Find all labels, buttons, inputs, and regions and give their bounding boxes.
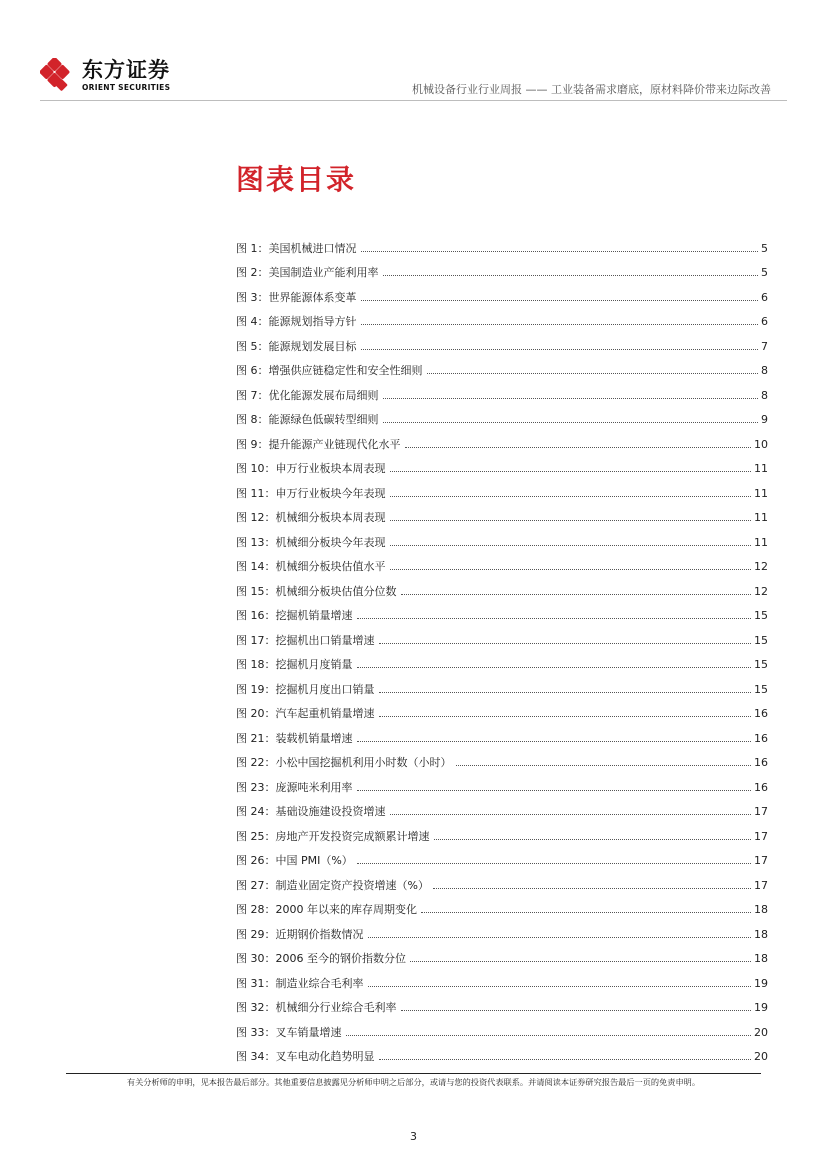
toc-entry-page: 20 [754,1025,768,1039]
toc-entry[interactable] [236,671,768,696]
toc-entry-leader [383,275,759,276]
toc-entry-leader [357,790,752,791]
brand-name-en: ORIENT SECURITIES [82,83,171,92]
toc-entry[interactable] [236,500,768,525]
toc-entry-label: 图 3：世界能源体系变革 [236,290,357,304]
toc-entry-label: 图 4：能源规划指导方针 [236,315,357,328]
toc-entry[interactable] [236,720,768,745]
toc-entry-label: 图 29：近期钢价指数情况 [236,927,364,941]
toc-entry-label: 图 1：美国机械进口情况 [236,241,357,255]
toc-entry-label: 图 21：装载机销量增速 [236,731,353,745]
toc-entry-leader [427,373,759,374]
toc-entry-page: 11 [754,535,768,549]
toc-entry-leader [401,1010,752,1011]
toc-entry-leader [361,300,759,301]
toc-entry-leader [368,937,752,938]
toc-entry-label: 图 33：叉车销量增速 [236,1025,342,1039]
toc-entry-leader [357,741,752,742]
toc-entry-leader [379,643,752,644]
toc-entry-label: 图 14：机械细分板块估值水平 [236,560,386,573]
toc-entry-leader [434,839,752,840]
toc-entry-leader [421,912,751,913]
toc-entry-label: 图 7：优化能源发展布局细则 [236,388,379,402]
toc-entry-page: 15 [754,682,768,696]
toc-entry-label: 图 18：挖掘机月度销量 [236,658,353,671]
toc-entry-page: 6 [761,315,768,328]
toc-entry[interactable] [236,1039,768,1064]
toc-entry-leader [390,814,752,815]
toc-entry[interactable] [236,965,768,990]
toc-entry-label: 图 25：房地产开发投资完成额累计增速 [236,829,430,843]
toc-entry-label: 图 5：能源规划发展目标 [236,339,357,353]
toc-entry[interactable] [236,794,768,819]
toc-entry-leader [357,863,751,864]
report-title: 机械设备行业行业周报 —— 工业装备需求磨底，原材料降价带来边际改善 [412,83,771,96]
orient-securities-logo-icon [40,58,76,94]
toc-entry-page: 15 [754,609,768,622]
toc-entry-label: 图 26：中国 PMI（%） [236,854,353,867]
toc-entry[interactable] [236,524,768,549]
toc-entry-label: 图 28：2000 年以来的库存周期变化 [236,903,417,916]
toc-entry-label: 图 24：基础设施建设投资增速 [236,805,386,818]
toc-entry-page: 16 [754,780,768,794]
toc-entry[interactable] [236,622,768,647]
toc-entry-label: 图 20：汽车起重机销量增速 [236,707,375,720]
toc-entry-label: 图 16：挖掘机销量增速 [236,609,353,622]
toc-entry-label: 图 34：叉车电动化趋势明显 [236,1050,375,1063]
toc-entry-label: 图 12：机械细分板块本周表现 [236,511,386,524]
toc-entry[interactable] [236,867,768,892]
toc-entry-page: 19 [754,976,768,990]
toc-entry-page: 12 [754,560,768,573]
toc-entry[interactable] [236,475,768,500]
brand-name-cn: 东方证券 [82,58,170,82]
toc-entry-label: 图 30：2006 至今的钢价指数分位 [236,952,406,965]
toc-entry[interactable] [236,1014,768,1039]
toc-entry-page: 10 [754,437,768,451]
toc-entry-page: 17 [754,878,768,892]
toc-entry-page: 5 [761,241,768,255]
toc-entry-page: 19 [754,1001,768,1014]
toc-entry-page: 9 [761,413,768,426]
toc-entry[interactable] [236,745,768,770]
toc-entry-page: 20 [754,1050,768,1063]
toc-entry[interactable] [236,255,768,280]
toc-entry-page: 8 [761,388,768,402]
toc-entry-page: 7 [761,339,768,353]
toc-entry-page: 15 [754,633,768,647]
toc-entry-label: 图 11：申万行业板块今年表现 [236,486,386,500]
page-number: 3 [410,1130,417,1143]
toc-entry-label: 图 31：制造业综合毛利率 [236,976,364,990]
toc-entry-leader [383,398,759,399]
toc-entry-leader [357,667,752,668]
toc-entry-page: 18 [754,903,768,916]
toc-entry-label: 图 17：挖掘机出口销量增速 [236,633,375,647]
toc-list [236,230,768,1063]
toc-entry-page: 18 [754,952,768,965]
toc-entry-leader [383,422,759,423]
toc-entry-leader [357,618,752,619]
toc-entry-label: 图 32：机械细分行业综合毛利率 [236,1001,397,1014]
toc-entry-page: 11 [754,511,768,524]
toc-entry[interactable] [236,279,768,304]
toc-entry[interactable] [236,916,768,941]
toc-entry-page: 16 [754,707,768,720]
toc-entry-leader [361,324,759,325]
toc-entry-leader [401,594,752,595]
toc-entry[interactable] [236,377,768,402]
toc-entry[interactable] [236,818,768,843]
toc-entry-leader [456,765,752,766]
toc-entry-label: 图 27：制造业固定资产投资增速（%） [236,878,429,892]
toc-entry[interactable] [236,549,768,574]
toc-title: 图表目录 [236,163,357,196]
toc-entry-label: 图 9：提升能源产业链现代化水平 [236,437,401,451]
toc-entry-page: 16 [754,756,768,769]
toc-entry-page: 16 [754,731,768,745]
toc-entry[interactable] [236,990,768,1015]
toc-entry[interactable] [236,426,768,451]
toc-entry-page: 11 [754,486,768,500]
toc-entry-label: 图 8：能源绿色低碳转型细则 [236,413,379,426]
toc-entry-leader [361,349,759,350]
toc-entry-leader [390,545,752,546]
toc-entry-label: 图 13：机械细分板块今年表现 [236,535,386,549]
toc-entry-page: 8 [761,364,768,377]
toc-entry-leader [390,496,752,497]
toc-entry-label: 图 19：挖掘机月度出口销量 [236,682,375,696]
toc-entry-leader [405,447,752,448]
toc-entry[interactable] [236,647,768,672]
toc-entry-label: 图 2：美国制造业产能利用率 [236,266,379,279]
toc-entry-page: 12 [754,584,768,598]
header-divider [40,100,787,101]
toc-entry-page: 6 [761,290,768,304]
toc-entry[interactable] [236,230,768,255]
toc-entry-leader [390,520,752,521]
toc-entry-leader [361,251,759,252]
toc-entry[interactable] [236,451,768,476]
toc-entry-leader [346,1035,752,1036]
toc-entry-leader [433,888,751,889]
toc-entry-page: 17 [754,829,768,843]
toc-entry-leader [368,986,752,987]
page-header [0,0,827,104]
toc-entry-leader [379,1059,752,1060]
toc-entry-label: 图 22：小松中国挖掘机利用小时数（小时） [236,756,452,769]
toc-entry-leader [410,961,751,962]
toc-entry[interactable] [236,843,768,868]
toc-entry-page: 17 [754,854,768,867]
toc-entry-page: 18 [754,927,768,941]
toc-entry-label: 图 15：机械细分板块估值分位数 [236,584,397,598]
toc-entry[interactable] [236,402,768,427]
toc-entry[interactable] [236,304,768,329]
toc-entry-page: 17 [754,805,768,818]
toc-entry-leader [390,471,752,472]
toc-entry[interactable] [236,696,768,721]
toc-entry[interactable] [236,573,768,598]
toc-entry-leader [379,692,752,693]
toc-entry-leader [390,569,752,570]
toc-entry[interactable] [236,598,768,623]
toc-entry[interactable] [236,769,768,794]
toc-entry-label: 图 23：庞源吨米利用率 [236,780,353,794]
toc-entry-leader [379,716,752,717]
disclaimer: 有关分析师的申明，见本报告最后部分。其他重要信息披露见分析师申明之后部分，或请与您的投资代表联系。并请阅读本证券研究报告最后一页的免责申明。 [126,1077,701,1087]
toc-entry[interactable] [236,328,768,353]
toc-entry-page: 11 [754,462,768,475]
toc-entry-label: 图 10：申万行业板块本周表现 [236,462,386,475]
toc-entry[interactable] [236,892,768,917]
toc-entry-page: 5 [761,266,768,279]
toc-entry-label: 图 6：增强供应链稳定性和安全性细则 [236,364,423,377]
footer-divider [66,1073,761,1074]
toc-entry[interactable] [236,353,768,378]
toc-entry-page: 15 [754,658,768,671]
toc-entry[interactable] [236,941,768,966]
